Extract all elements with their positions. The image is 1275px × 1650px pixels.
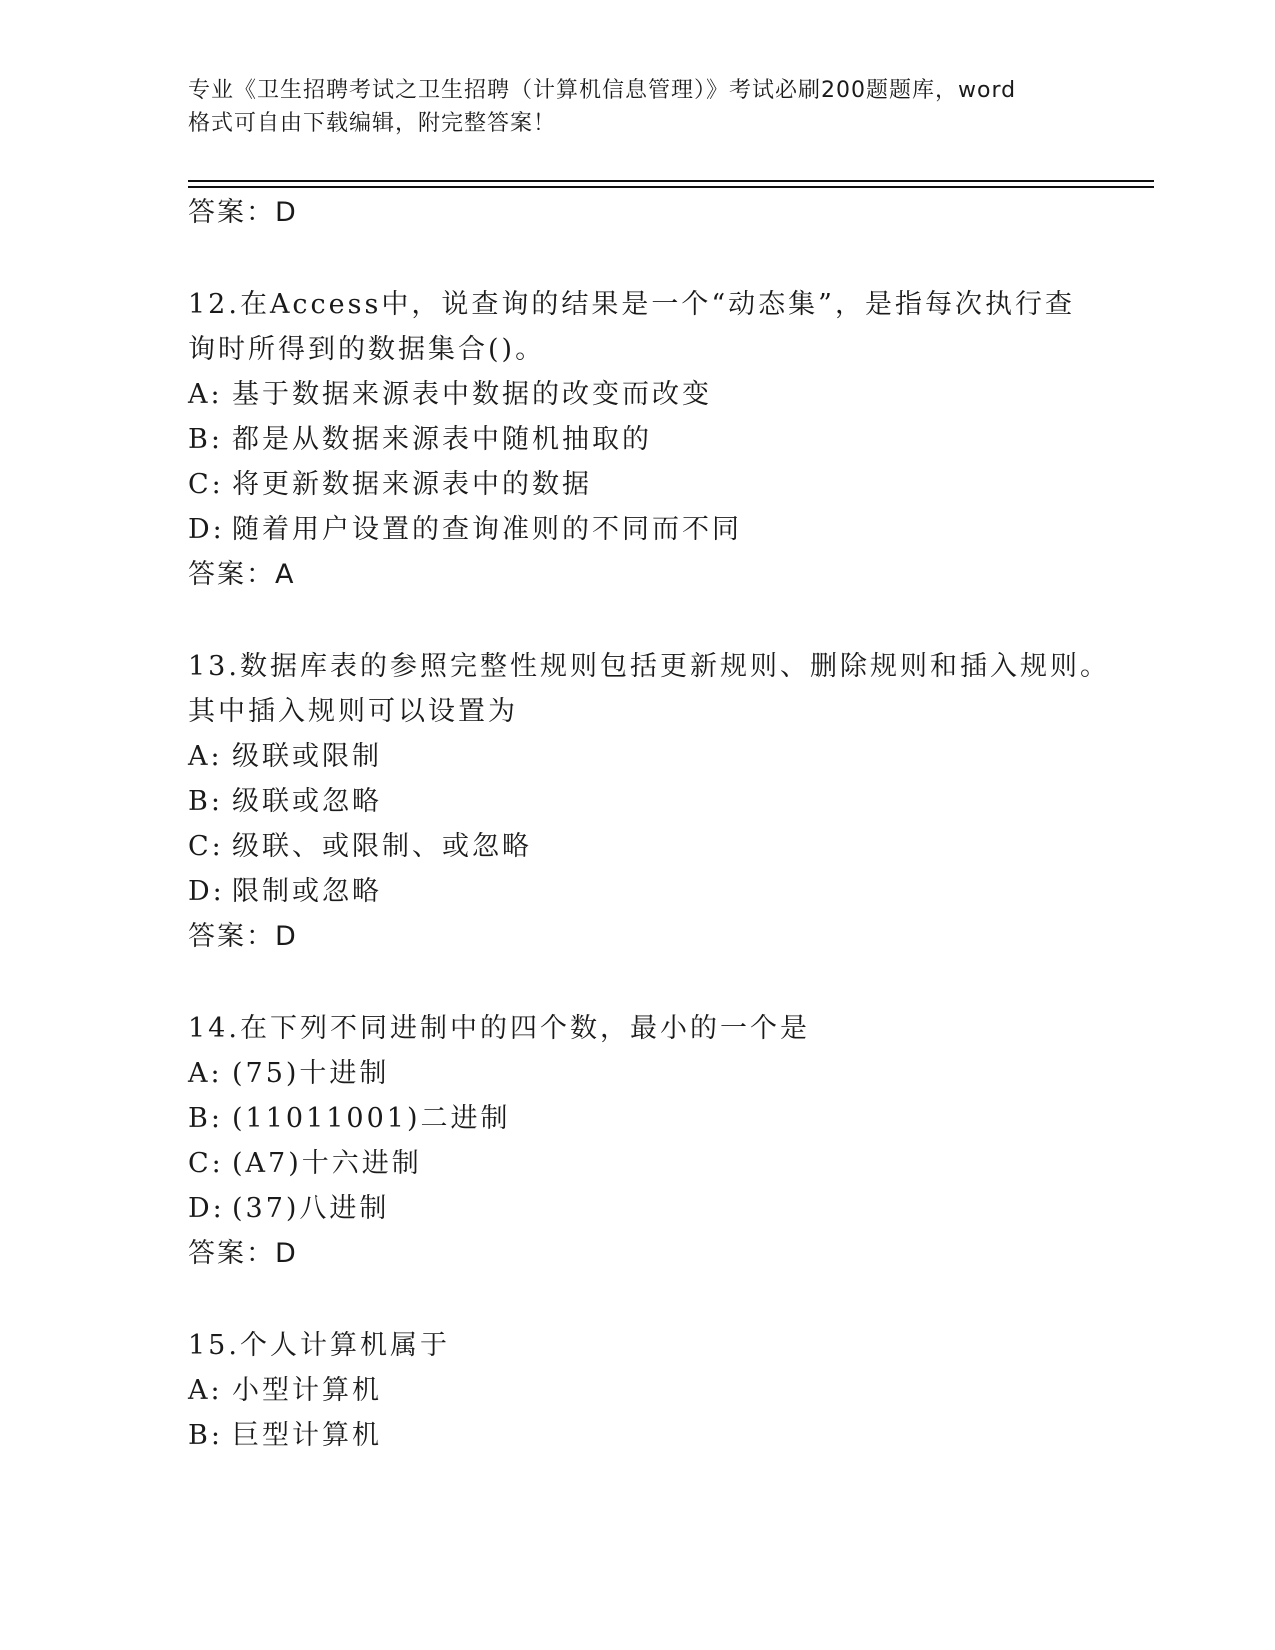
answer-label: 答案：A xyxy=(188,559,296,590)
option-letter: C: xyxy=(188,831,224,862)
option-c xyxy=(188,462,1128,507)
option-letter: A: xyxy=(188,1058,223,1089)
option-d xyxy=(188,507,1128,552)
option-letter: D: xyxy=(188,1193,225,1224)
header-divider-bottom xyxy=(188,186,1154,188)
option-text: 将更新数据来源表中的数据 xyxy=(232,469,592,500)
option-text: (A7)十六进制 xyxy=(232,1148,422,1179)
answer-label: 答案：D xyxy=(188,921,298,952)
option-letter: B: xyxy=(188,786,223,817)
option-b xyxy=(188,1413,1128,1458)
option-letter: C: xyxy=(188,1148,224,1179)
option-b xyxy=(188,1096,1128,1141)
answer-label: 答案：D xyxy=(188,1238,298,1269)
page-header xyxy=(188,74,1088,140)
option-d xyxy=(188,869,1128,914)
option-c xyxy=(188,1141,1128,1186)
option-letter: D: xyxy=(188,876,225,907)
header-line-1: 专业《卫生招聘考试之卫生招聘（计算机信息管理）》考试必刷200题题库，word xyxy=(188,78,1017,103)
option-text: (11011001)二进制 xyxy=(232,1103,511,1134)
question-stem: 15.个人计算机属于 xyxy=(188,1330,450,1361)
option-a xyxy=(188,1368,1128,1413)
option-letter: A: xyxy=(188,1375,223,1406)
question-12 xyxy=(188,282,1128,597)
option-text: (37)八进制 xyxy=(232,1193,390,1224)
option-letter: B: xyxy=(188,1420,223,1451)
option-letter: B: xyxy=(188,1103,223,1134)
option-letter: A: xyxy=(188,741,223,772)
option-a xyxy=(188,734,1128,779)
question-stem-continued: 询时所得到的数据集合()。 xyxy=(188,334,546,365)
option-text: (75)十进制 xyxy=(232,1058,390,1089)
option-text: 级联或忽略 xyxy=(232,786,382,817)
option-text: 级联、或限制、或忽略 xyxy=(232,831,532,862)
option-text: 限制或忽略 xyxy=(232,876,382,907)
option-b xyxy=(188,779,1128,824)
option-text: 随着用户设置的查询准则的不同而不同 xyxy=(232,514,742,545)
option-letter: C: xyxy=(188,469,224,500)
option-letter: D: xyxy=(188,514,225,545)
question-stem: 13.数据库表的参照完整性规则包括更新规则、删除规则和插入规则。 xyxy=(188,651,1110,682)
option-text: 基于数据来源表中数据的改变而改变 xyxy=(232,379,712,410)
option-a xyxy=(188,372,1128,417)
option-b xyxy=(188,417,1128,462)
question-stem: 14.在下列不同进制中的四个数，最小的一个是 xyxy=(188,1013,810,1044)
question-13 xyxy=(188,644,1128,959)
document-body xyxy=(188,190,1128,1458)
question-stem-continued: 其中插入规则可以设置为 xyxy=(188,696,518,727)
option-a xyxy=(188,1051,1128,1096)
option-text: 巨型计算机 xyxy=(232,1420,382,1451)
question-15 xyxy=(188,1323,1128,1458)
option-text: 小型计算机 xyxy=(232,1375,382,1406)
option-letter: A: xyxy=(188,379,223,410)
option-c xyxy=(188,824,1128,869)
option-text: 都是从数据来源表中随机抽取的 xyxy=(232,424,652,455)
question-stem: 12.在Access中，说查询的结果是一个“动态集”，是指每次执行查 xyxy=(188,289,1075,320)
header-line-2: 格式可自由下载编辑，附完整答案！ xyxy=(188,111,557,136)
option-text: 级联或限制 xyxy=(232,741,382,772)
answer-label-previous: 答案：D xyxy=(188,197,298,228)
option-letter: B: xyxy=(188,424,223,455)
header-divider-top xyxy=(188,180,1154,182)
option-d xyxy=(188,1186,1128,1231)
question-14 xyxy=(188,1006,1128,1276)
